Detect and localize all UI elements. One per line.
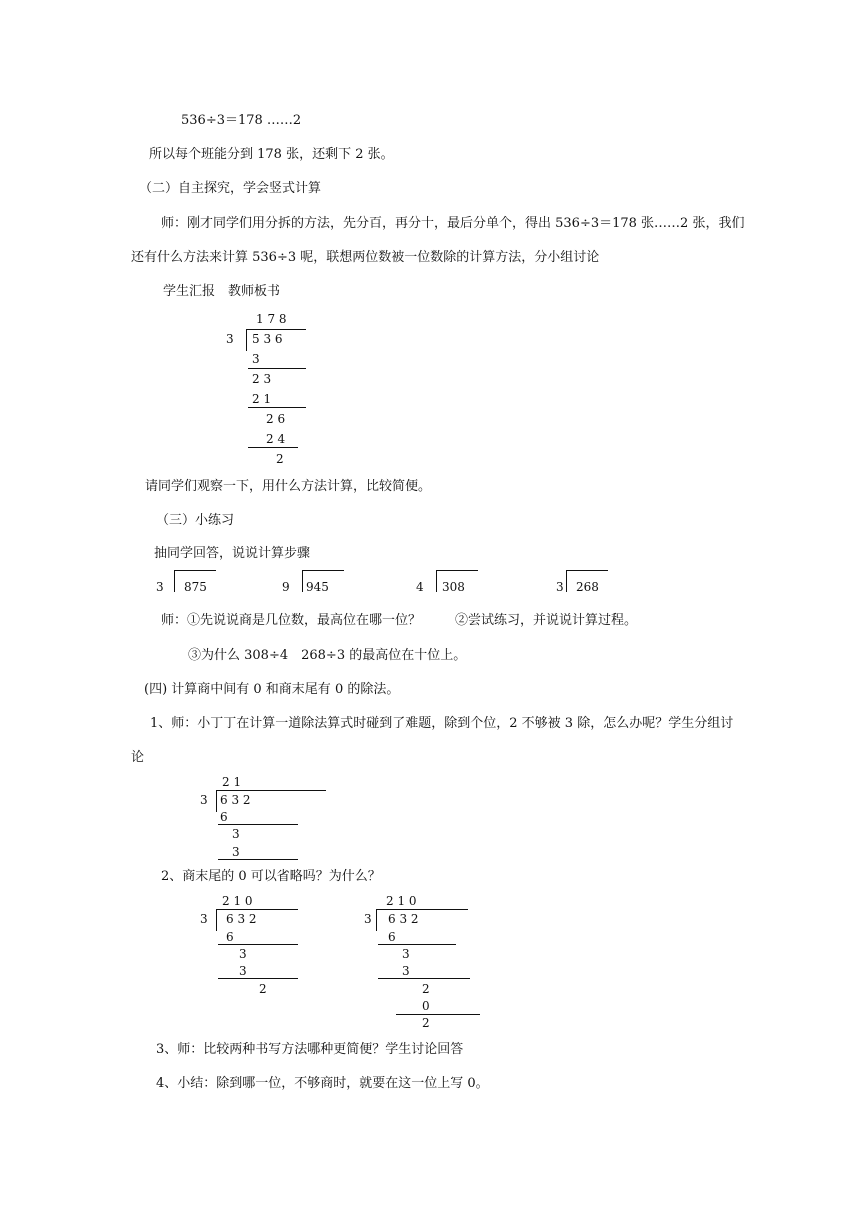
dividend: 5 3 6 bbox=[252, 332, 283, 346]
section-heading-3: （三）小练习 bbox=[156, 513, 235, 528]
paragraph: 3、师：比较两种书写方法哪种更简便？学生讨论回答 bbox=[156, 1042, 464, 1057]
divisor: 3 bbox=[226, 332, 234, 346]
paragraph: 所以每个班能分到 178 张，还剩下 2 张。 bbox=[149, 147, 394, 162]
quotient: 2 1 0 bbox=[386, 894, 417, 908]
paragraph: 请同学们观察一下，用什么方法计算，比较简便。 bbox=[145, 479, 432, 494]
quotient: 1 7 8 bbox=[256, 312, 287, 326]
equation-line: 536÷3＝178 ……2 bbox=[181, 113, 302, 128]
paragraph: 2、商末尾的 0 可以省略吗？为什么？ bbox=[161, 869, 381, 884]
quotient: 2 1 bbox=[222, 775, 242, 789]
paragraph: 师：①先说说商是几位数，最高位在哪一位？ bbox=[161, 613, 422, 628]
quotient: 2 1 0 bbox=[222, 894, 253, 908]
dividend: 6 3 2 bbox=[220, 793, 251, 807]
paragraph: 师：刚才同学们用分拆的方法，先分百，再分十，最后分单个，得出 536÷3＝178 张……2 张，我们 bbox=[161, 216, 745, 231]
paragraph: 1、师：小丁丁在计算一道除法算式时碰到了难题，除到个位，2 不够被 3 除，怎么办呢？学生分组讨 bbox=[150, 716, 734, 731]
dividend: 6 3 2 bbox=[226, 912, 257, 926]
section-heading-4: (四) 计算商中间有 0 和商末尾有 0 的除法。 bbox=[144, 682, 400, 697]
paragraph: 学生汇报 教师板书 bbox=[163, 284, 281, 299]
paragraph: 4、小结：除到哪一位，不够商时，就要在这一位上写 0。 bbox=[156, 1076, 489, 1091]
paragraph: ③为什么 308÷4 268÷3 的最高位在十位上。 bbox=[188, 648, 467, 663]
paragraph: 抽同学回答，说说计算步骤 bbox=[154, 546, 311, 561]
divisor: 3 bbox=[200, 912, 208, 926]
paragraph: 论 bbox=[131, 750, 145, 765]
paragraph: ②尝试练习，并说说计算过程。 bbox=[455, 613, 638, 628]
divisor: 3 bbox=[364, 912, 372, 926]
paragraph: 还有什么方法来计算 536÷3 呢，联想两位数被一位数除的计算方法，分小组讨论 bbox=[131, 250, 600, 265]
dividend: 6 3 2 bbox=[388, 912, 419, 926]
divisor: 3 bbox=[200, 793, 208, 807]
section-heading-2: （二）自主探究，学会竖式计算 bbox=[139, 181, 322, 196]
